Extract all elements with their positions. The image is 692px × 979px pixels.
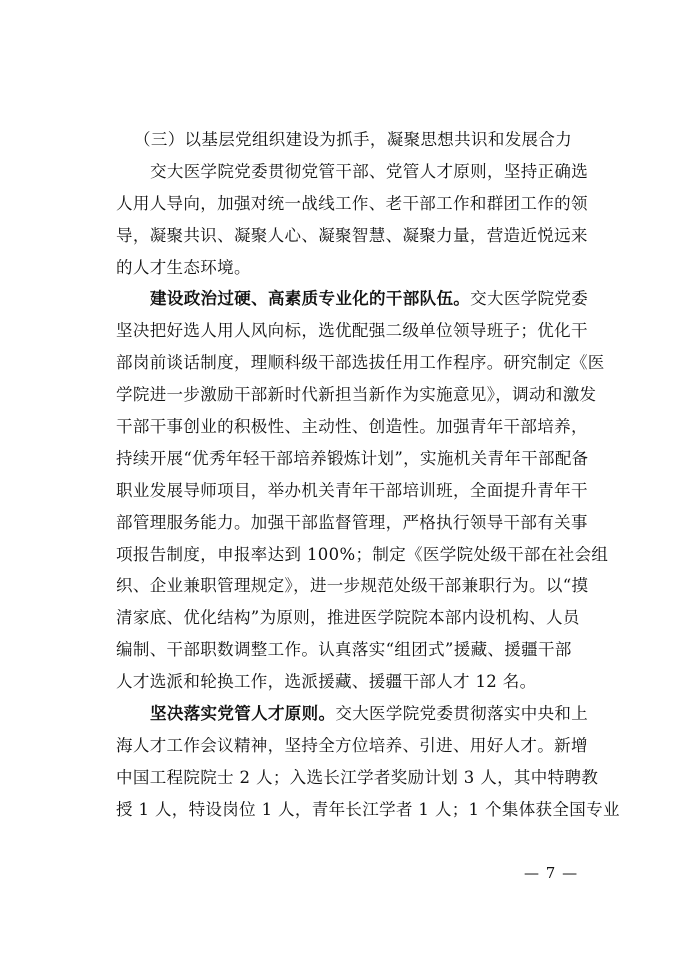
paragraph-line: 部岗前谈话制度，理顺科级干部选拔任用工作程序。研究制定《医 <box>116 353 605 373</box>
paragraph-line: 交大医学院党委贯彻党管干部、党管人才原则，坚持正确选 <box>150 161 589 181</box>
paragraph-line: 部管理服务能力。加强干部监督管理，严格执行领导干部有关事 <box>116 512 588 532</box>
paragraph-text: 交大医学院党委 <box>470 289 589 309</box>
page-number: — 7 — <box>524 864 579 882</box>
bold-lead-text: 建设政治过硬、高素质专业化的干部队伍。 <box>150 289 471 309</box>
paragraph-line: 中国工程院院士 2 人；入选长江学者奖励计划 3 人，其中特聘教 <box>116 767 599 787</box>
paragraph-line: 海人才工作会议精神，坚持全方位培养、引进、用好人才。新增 <box>116 735 588 755</box>
paragraph-line: 授 1 人，特设岗位 1 人，青年长江学者 1 人；1 个集体获全国专业 <box>116 799 620 819</box>
bold-lead-text: 坚决落实党管人才原则。 <box>150 704 336 724</box>
paragraph-line: 项报告制度，申报率达到 100%；制定《医学院处级干部在社会组 <box>116 544 609 564</box>
paragraph-line: 导，凝聚共识、凝聚人心、凝聚智慧、凝聚力量，营造近悦远来 <box>116 225 588 245</box>
paragraph-3 <box>116 698 620 826</box>
paragraph-line: 编制、干部职数调整工作。认真落实“组团式”援藏、援疆干部 <box>116 640 572 660</box>
paragraph-line: 人用人导向，加强对统一战线工作、老干部工作和群团工作的领 <box>116 193 588 213</box>
paragraph-line: 坚决把好选人用人风向标，选优配强二级单位领导班子；优化干 <box>116 321 588 341</box>
paragraph-line: 织、企业兼职管理规定》，进一步规范处级干部兼职行为。以“摸 <box>116 576 589 596</box>
paragraph-2 <box>116 283 609 698</box>
paragraph-line: 职业发展导师项目，举办机关青年干部培训班，全面提升青年干 <box>116 480 588 500</box>
paragraph-line: 学院进一步激励干部新时代新担当新作为实施意见》，调动和激发 <box>116 385 597 405</box>
paragraph-first-line <box>116 283 606 315</box>
section-heading: （三）以基层党组织建设为抓手，凝聚思想共识和发展合力 <box>134 130 573 149</box>
paragraph-line: 持续开展“优秀年轻干部培养锻炼计划”，实施机关青年干部配备 <box>116 448 589 468</box>
paragraph-line: 人才选派和轮换工作，选派援藏、援疆干部人才 12 名。 <box>116 672 537 692</box>
paragraph-line: 干部干事创业的积极性、主动性、创造性。加强青年干部培养， <box>116 417 588 437</box>
paragraph-1 <box>116 156 606 284</box>
paragraph-text: 交大医学院党委贯彻落实中央和上 <box>335 704 589 724</box>
paragraph-line: 清家底、优化结构”为原则，推进医学院院本部内设机构、人员 <box>116 608 580 628</box>
paragraph-first-line <box>116 698 606 730</box>
document-body <box>116 124 620 826</box>
paragraph-line: 的人才生态环境。 <box>116 257 251 277</box>
